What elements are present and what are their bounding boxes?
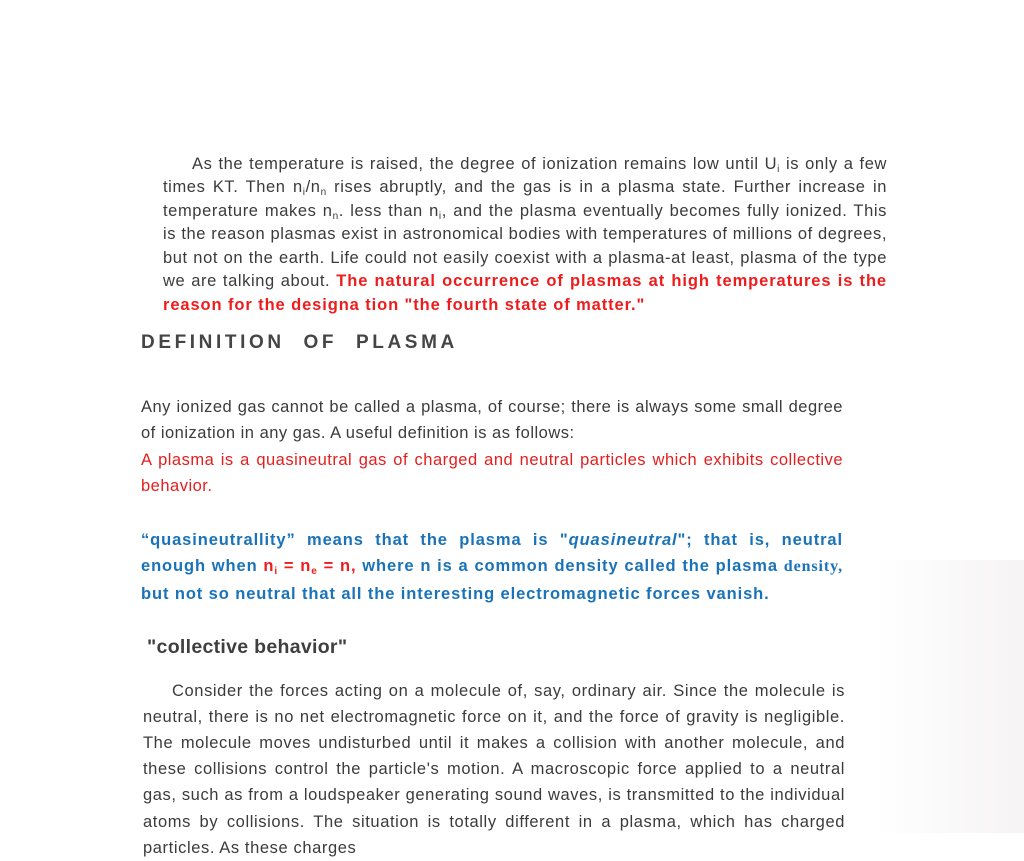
text-run: , and the plasma eventually becomes fully ionized. This is the reason plasmas exist in astronomical bodies with temperatures of millions of degrees, but not on the earth. Life could not easily coexist with a plasma-at least, plasma of the type we are talking about. (163, 201, 887, 291)
section-heading: DEFINITION OF PLASMA (141, 332, 458, 353)
plasma-definition: A plasma is a quasineutral gas of charged and neutral particles which exhibits collective behavior. (141, 450, 843, 495)
equation-symbol: n (263, 557, 275, 576)
temperature-paragraph (163, 153, 887, 318)
italic-term: quasineutral (568, 530, 678, 549)
text-run: /n (305, 178, 321, 197)
subscript: e (311, 566, 318, 578)
subscript: i (302, 187, 306, 199)
collective-behavior-heading: "collective behavior" (147, 636, 348, 658)
subscript: i (274, 566, 279, 578)
fourth-state-highlight: The natural occurrence of plasmas at high temperatures is the reason for the designa tion "the fourth state of matter." (163, 272, 888, 315)
scan-shading (874, 560, 1024, 833)
subscript: i (438, 210, 442, 222)
density-equation (263, 557, 357, 578)
collective-behavior-paragraph (143, 678, 845, 861)
subscript: n (332, 210, 339, 222)
text-run: . less than n (338, 201, 439, 220)
text-run: Consider the forces acting on a molecule of, say, ordinary air. Since the molecule is neutral, there is no net electromagnetic force on it, and the force of gravity is negligible. The molecule moves undisturbed until it makes a collision with another molecule, and these collisions control the particle's motion. A macroscopic force applied to a neutral gas, such as from a loudspeaker generating sound waves, is transmitted to the individual atoms by collisions. The situation is totally different in a plasma, which has charged particles. As these charges (143, 681, 845, 857)
definition-paragraph (141, 394, 843, 500)
text-run: is only a few times KT. Then n (163, 154, 888, 197)
text-run: As the temperature is raised, the degree of ionization remains low until U (192, 154, 778, 173)
text-run: Any ionized gas cannot be called a plasma, of course; there is always some small degree of ionization in any gas. A useful definition is as follows: (141, 397, 843, 442)
text-run: but not so neutral that all the interesting electromagnetic forces vanish. (141, 585, 770, 604)
text-run: "; that is, neutral enough when (141, 530, 843, 576)
equation-symbol: = n (278, 557, 312, 576)
subscript: i (777, 163, 780, 175)
equation-symbol: = n, (317, 557, 357, 576)
text-run: “quasineutrallity” means that the plasma is " (141, 530, 569, 549)
subscript: n (320, 187, 327, 199)
text-run: rises abruptly, and the gas is in a plasma state. Further increase in temperature makes n (163, 178, 887, 220)
text-run: where n is a common density called the plasma (356, 557, 784, 576)
density-word: density, (783, 558, 843, 576)
quasineutrality-paragraph (141, 527, 843, 608)
